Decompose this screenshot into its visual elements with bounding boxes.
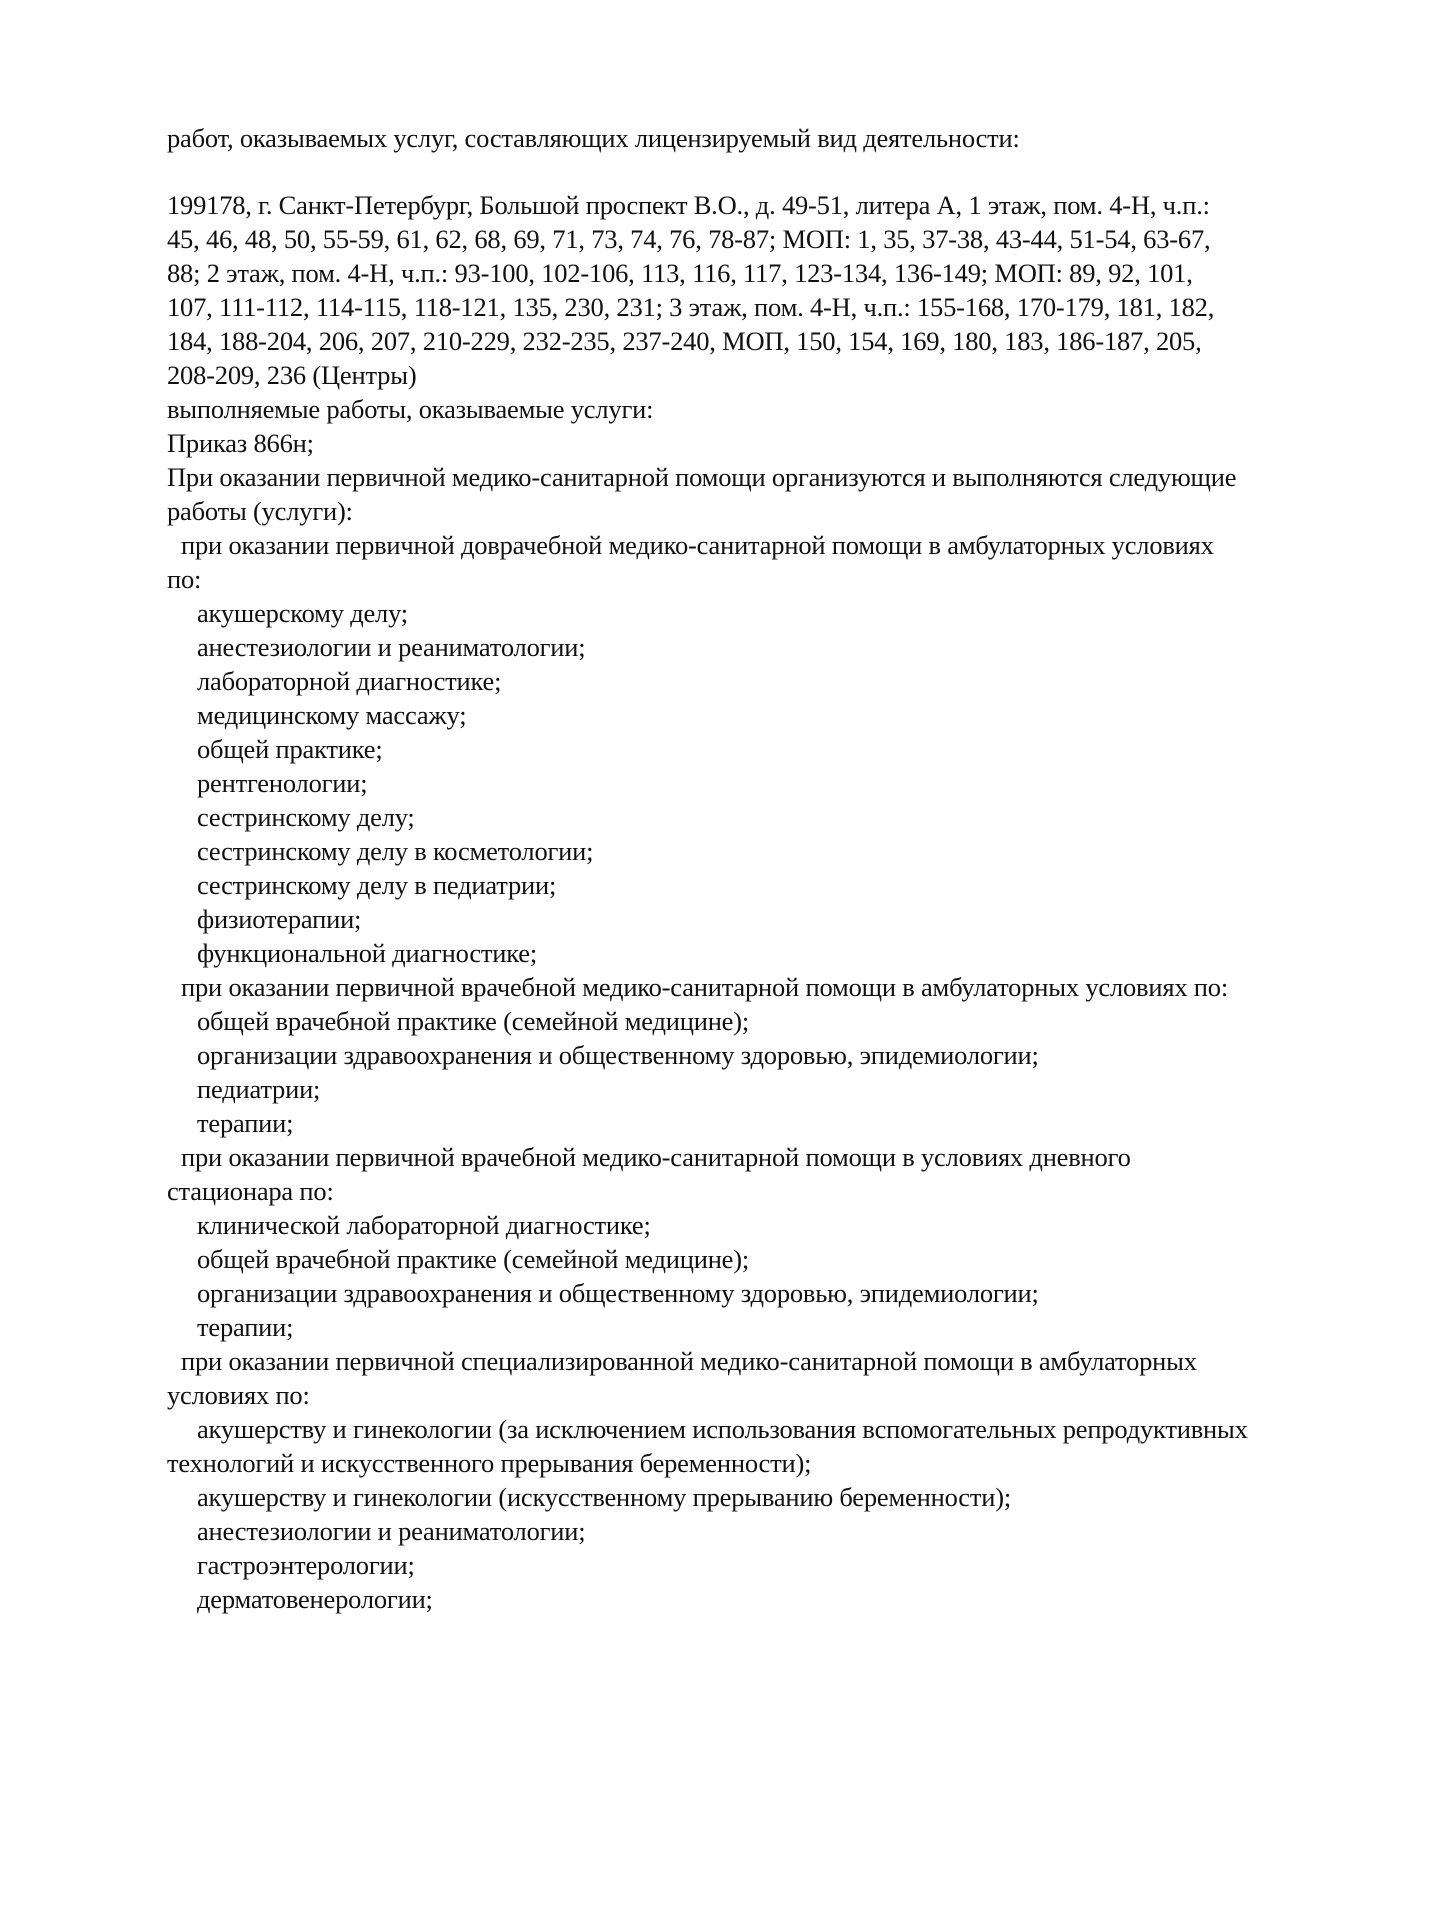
list-item: рентгенологии;	[197, 768, 368, 798]
list-item: акушерству и гинекологии (за исключением использования вспомогательных репродуктивных	[197, 1414, 1248, 1444]
list-item: гастроэнтерологии;	[197, 1550, 415, 1580]
section-heading-cont: стационара по:	[167, 1176, 334, 1206]
address-line: 199178, г. Санкт-Петербург, Большой проспект В.О., д. 49-51, литера А, 1 этаж, пом. 4-Н, ч.п.:	[167, 190, 1210, 220]
list-item: организации здравоохранения и общественному здоровью, эпидемиологии;	[197, 1040, 1039, 1070]
section-heading: при оказании первичной врачебной медико-санитарной помощи в амбулаторных условиях по:	[181, 972, 1228, 1002]
list-item: общей практике;	[197, 734, 383, 764]
list-item: общей врачебной практике (семейной медицине);	[197, 1244, 750, 1274]
list-item: анестезиологии и реаниматологии;	[197, 1516, 586, 1546]
list-item: терапии;	[197, 1108, 294, 1138]
section-heading-cont: по:	[167, 564, 202, 594]
list-item: сестринскому делу;	[197, 802, 415, 832]
services-heading: выполняемые работы, оказываемые услуги:	[167, 394, 654, 424]
list-item: педиатрии;	[197, 1074, 321, 1104]
address-line: 184, 188-204, 206, 207, 210-229, 232-235, 237-240, МОП, 150, 154, 169, 180, 183, 186-187, 205,	[167, 326, 1202, 356]
list-item: общей врачебной практике (семейной медицине);	[197, 1006, 750, 1036]
section-heading: при оказании первичной врачебной медико-санитарной помощи в условиях дневного	[181, 1142, 1131, 1172]
section-heading: при оказании первичной доврачебной медико-санитарной помощи в амбулаторных условиях	[181, 530, 1214, 560]
list-item-cont: технологий и искусственного прерывания беременности);	[167, 1448, 812, 1478]
list-item: организации здравоохранения и общественному здоровью, эпидемиологии;	[197, 1278, 1039, 1308]
address-line: 88; 2 этаж, пом. 4-Н, ч.п.: 93-100, 102-106, 113, 116, 117, 123-134, 136-149; МОП: 89, 92, 101,	[167, 258, 1193, 288]
list-item: лабораторной диагностике;	[197, 666, 502, 696]
intro-line: работ, оказываемых услуг, составляющих лицензируемый вид деятельности:	[167, 123, 1020, 153]
order-reference: Приказ 866н;	[167, 428, 314, 458]
list-item: сестринскому делу в косметологии;	[197, 836, 594, 866]
address-line: 208-209, 236 (Центры)	[167, 360, 417, 390]
paragraph-line: При оказании первичной медико-санитарной помощи организуются и выполняются следующие	[167, 462, 1237, 492]
list-item: физиотерапии;	[197, 904, 362, 934]
address-line: 45, 46, 48, 50, 55-59, 61, 62, 68, 69, 71, 73, 74, 76, 78-87; МОП: 1, 35, 37-38, 43-44, 51-54, 63-67,	[167, 224, 1211, 254]
list-item: сестринскому делу в педиатрии;	[197, 870, 557, 900]
list-item: функциональной диагностике;	[197, 938, 538, 968]
list-item: медицинскому массажу;	[197, 700, 467, 730]
section-heading-cont: условиях по:	[167, 1380, 310, 1410]
list-item: клинической лабораторной диагностике;	[197, 1210, 651, 1240]
address-line: 107, 111-112, 114-115, 118-121, 135, 230, 231; 3 этаж, пом. 4-Н, ч.п.: 155-168, 170-179, 181, 182,	[167, 292, 1215, 322]
list-item: дерматовенерологии;	[197, 1584, 433, 1614]
list-item: акушерству и гинекологии (искусственному прерыванию беременности);	[197, 1482, 1011, 1512]
paragraph-line: работы (услуги):	[167, 496, 353, 526]
list-item: терапии;	[197, 1312, 294, 1342]
list-item: акушерскому делу;	[197, 598, 408, 628]
section-heading: при оказании первичной специализированной медико-санитарной помощи в амбулаторных	[181, 1346, 1197, 1376]
list-item: анестезиологии и реаниматологии;	[197, 632, 586, 662]
